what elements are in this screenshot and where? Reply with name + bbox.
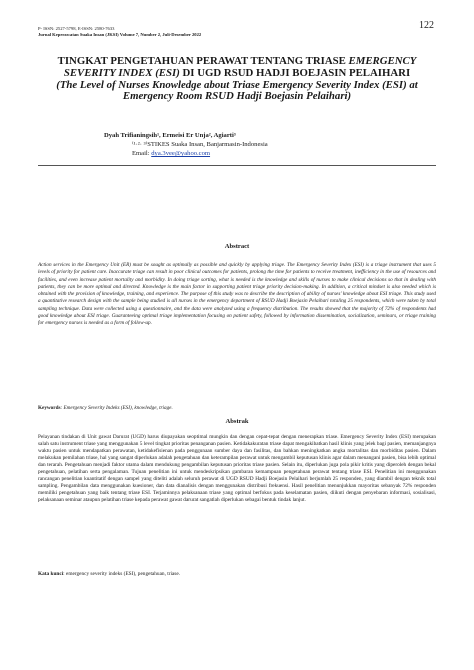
abstract-id-text: Pelayanan tindakan di Unit gawat Darurat (UGD) harus diupayakan seoptimal mungkin dan dengan cepat-tepat dengan menerapkan triase. Emergency Severity Index (ESI) merupakan salah satu instrument triase yang menggunakan 5 level tingkat prioritas penanganan pasien. Ketidakakuratan triase dapat mengakibatkan hasil klinis yang jelek bagi pasien, memanjangnya waktu pasien untuk mendapatkan perawatan, ketidakefisienan pada penggunaan sumber daya dan fasilitas, dan bahkan meningkatkan angka mortalitas dan morbiditas pasien. Dalam melakukan pemilahan triase, hal yang sangat diperlukan adalah pengetahuan dan keterampilan perawat untuk mengambil keputusan klinis agar dalam menangani pasien, bisa lebih optimal dan terarah. Pengetahuan menjadi faktor utama dalam mendukung pengambilan keputusan prioritas triase pasien. Selain itu, diperlukan juga pola pikir kritis yang diperoleh dengan bekal pengetahuan, pelatihan serta pengalaman. Tujuan penelitian ini untuk mendeskripsikan gambaran kemampuan pengetahuan perawat tentang triase ESI. Penelitian ini menggunakan rancangan penelitian kuantitatif dengan sampel yang diteliti adalah seluruh perawat di UGD RSUD Hadji Boejasin Pelaihari berjumlah 25 responden, yang diambil dengan teknik total sampling. Pengambilan data menggunakan kuesioner, dan data dianalisis dengan menggunakan distribusi frekuensi. Hasil penelitian menunjukkan mayoritas sebanyak 72% responden memiliki pengetahuan yang baik tentang triase ESI. Terjaminnya pelaksanaan triase yang optimal berfokus pada keselamatan pasien, diikuti dengan penyebaran informasi, sosialisasi, pelaksanaan seminar ataupun pelatihan triase kepada perawat gawat darurat sangatlah diperlukan sebagai bentuk tindak lanjut. xyxy=(38,434,436,503)
abstract-id-heading: Abstrak xyxy=(225,418,249,425)
page-number: 122 xyxy=(419,20,434,31)
title-indonesian-italic: EMERGENCY SEVERITY INDEX (ESI) xyxy=(63,55,417,79)
title-indonesian-part2: DI UGD RSUD HADJI BOEJASIN PELAIHARI xyxy=(179,66,411,79)
abstract-en-heading: Abstract xyxy=(224,243,250,250)
keywords-label: Keywords xyxy=(38,405,61,411)
email-link[interactable]: dya.3vee@yahoo.com xyxy=(151,150,211,157)
author-affiliation: ⁽¹·²· ³⁾STIKES Suaka Insan, Banjarmasin-Indonesia xyxy=(132,141,268,148)
paper-title xyxy=(34,56,440,103)
journal-header xyxy=(38,26,201,37)
author-block xyxy=(34,131,440,158)
author-names: Dyah Trifianingsih¹, Ermeisi Er Unja², Agiarti³ xyxy=(104,132,236,139)
title-indonesian-part1: TINGKAT PENGETAHUAN PERAWAT TENTANG TRIASE xyxy=(57,55,349,67)
issn-line: P- ISSN: 2527-5798, E-ISSN: 2580-7633 xyxy=(38,26,115,31)
email-label: Email: xyxy=(132,150,152,157)
kata-kunci-value: : emergency severity indeks (ESI), pengetahuan, triase. xyxy=(63,571,181,577)
title-english: (The Level of Nurses Knowledge about Triase Emergency Severity Index (ESI) at Emergency Room RSUD Hadji Boejasin Pelaihari) xyxy=(56,78,418,103)
keywords-en xyxy=(38,405,436,411)
keywords-value: : Emergency Severity Indeks (ESI), knowledge, triage. xyxy=(60,405,173,411)
kata-kunci-label: Kata kunci xyxy=(38,571,64,577)
abstract-en-text: Action services in the Emergency Unit (ER) must be sought as optimally as possible and quickly by applying triage. The Emergency Severity Index (ESI) is a triage instrument that uses 5 levels of priority for patient care. Inaccurate triage can result in poor clinical outcomes for patients, prolong the time for patients to receive treatment, inefficiency in the use of resources and facilities, and even increase patient mortality and morbidity. In doing triage sorting, what is needed is the knowledge and skills of nurses to make clinical decisions so that in dealing with patients, they can be more optimal and directed. Knowledge is the main factor in supporting patient triage priority decision-making. In addition, a critical mindset is also needed which is obtained with the provision of knowledge, training, and experience. The purpose of this study was to describe the description of ability of nurses' knowledge about ESI triage. This study used a quantitative research design with the sample being studied is all nurses in the emergency department of RSUD Hadji Boejasin Pelaihari totaling 25 respondents, which were taken by total sampling technique. Data were collected using a questionnaire, and the data were analyzed using a frequency distribution. The results showed that the majority of 72% of respondents had good knowledge about ESI triage. Guaranteeing optimal triage implementation focusing on patient safety, followed by information dissemination, socialization, seminars, or triage training for emergency nurses is needed as a form of follow-up. xyxy=(38,262,436,327)
author-email-line xyxy=(34,149,440,158)
journal-line: Jurnal Keperawatan Suaka Insan (JKSI) Volume 7, Number 2, Juli-Desember 2022 xyxy=(38,31,202,37)
keywords-id xyxy=(38,571,436,577)
divider xyxy=(38,165,436,166)
